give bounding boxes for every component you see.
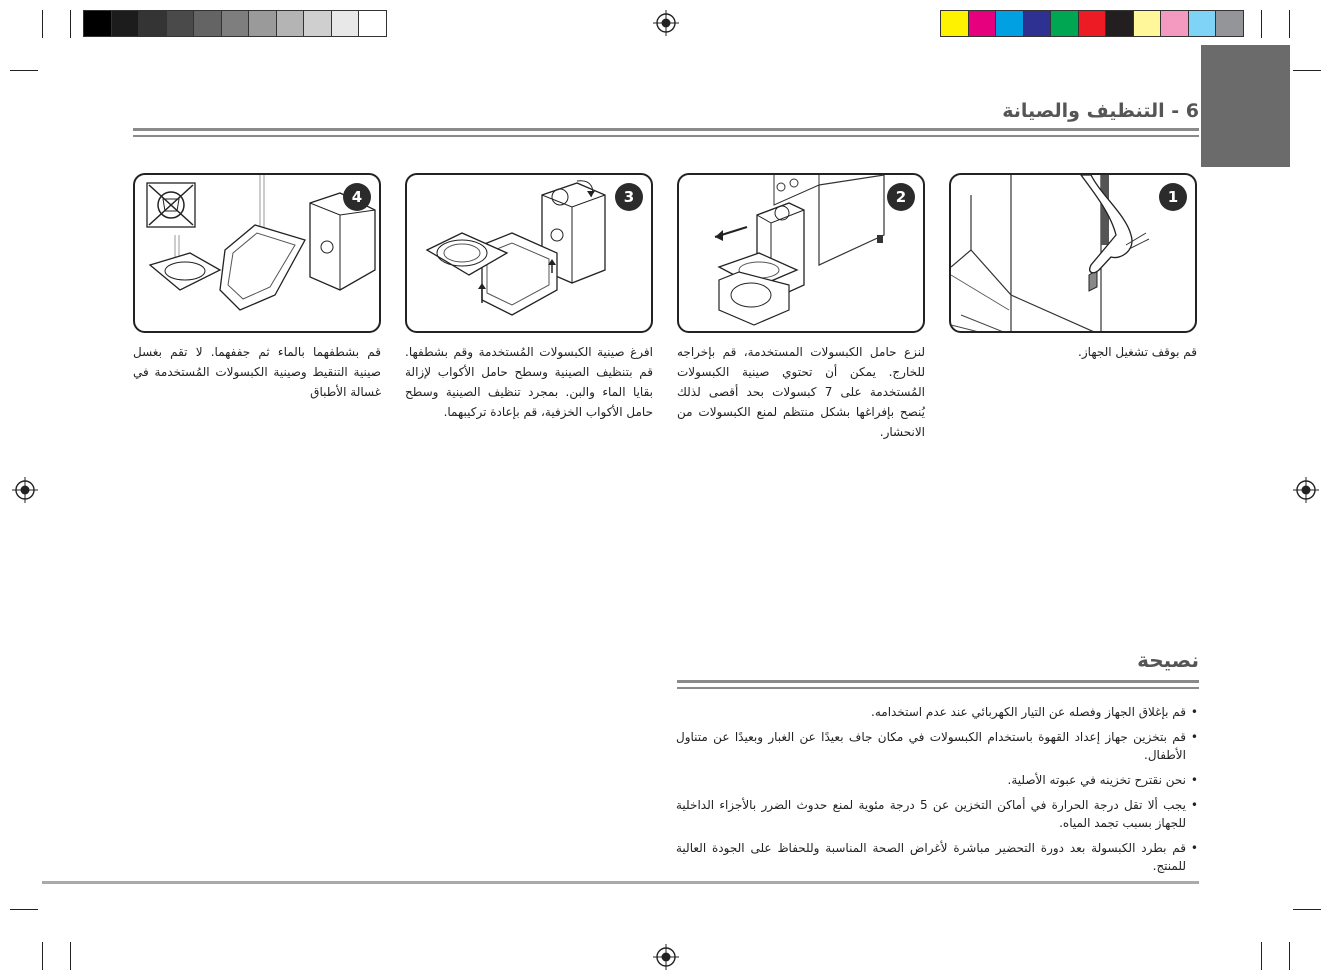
crop-mark (42, 942, 43, 970)
tip-item: • نحن نقترح تخزينه في عبوته الأصلية. (676, 771, 1198, 789)
color-swatch (1023, 10, 1052, 37)
color-swatch (83, 10, 112, 37)
header-rule (133, 128, 1199, 131)
tip-title: نصيحة (1137, 648, 1199, 672)
color-swatch (303, 10, 332, 37)
step-number-badge: 2 (887, 183, 915, 211)
color-swatch (221, 10, 250, 37)
color-swatch (166, 10, 195, 37)
crop-mark (1293, 70, 1321, 71)
color-swatch (1160, 10, 1189, 37)
color-swatch (276, 10, 305, 37)
crop-mark (1293, 909, 1321, 910)
tip-item: • قم بإغلاق الجهاز وفصله عن التيار الكهربائي عند عدم استخدامه. (676, 703, 1198, 721)
color-swatch (995, 10, 1024, 37)
color-swatch (1050, 10, 1079, 37)
color-swatch (193, 10, 222, 37)
step-number-badge: 1 (1159, 183, 1187, 211)
color-swatch (940, 10, 969, 37)
tip-rule-thin (677, 687, 1199, 689)
step-2-figure (677, 173, 925, 333)
color-swatch (1105, 10, 1134, 37)
step-3-caption: افرغ صينية الكبسولات المُستخدمة وقم بشطفها. قم بتنظيف الصينية وسطح حامل الأكواب لإزالة بقايا الماء والبن. بمجرد تنظيف الصينية وسطح حامل الأكواب الخزفية، قم بإعادة تركيبهما. (405, 345, 653, 419)
color-swatch (138, 10, 167, 37)
color-swatch (111, 10, 140, 37)
tip-item: • يجب ألا تقل درجة الحرارة في أماكن التخزين عن 5 درجة مئوية لمنع حدوث الضرر بالأجزاء الداخلية للجهاز بسبب تجمد المياه. (676, 796, 1198, 832)
step-number-badge: 3 (615, 183, 643, 211)
registration-mark-icon (653, 10, 679, 36)
step-4-caption: قم بشطفهما بالماء ثم جففهما. لا تقم بغسل صينية التنقيط وصينية الكبسولات المُستخدمة في غسالة الأطباق (133, 345, 381, 399)
chapter-tab (1201, 45, 1290, 167)
crop-mark (70, 942, 71, 970)
step-1-caption: قم بوقف تشغيل الجهاز. (1078, 345, 1197, 359)
registration-mark-icon (1293, 477, 1319, 503)
color-swatch (1215, 10, 1244, 37)
crop-mark (70, 10, 71, 38)
tip-rule (677, 680, 1199, 683)
crop-mark (42, 10, 43, 38)
color-swatch (331, 10, 360, 37)
color-swatch (1133, 10, 1162, 37)
footer-rule (42, 881, 1199, 884)
color-swatch (358, 10, 387, 37)
color-swatch (968, 10, 997, 37)
color-swatch (1188, 10, 1217, 37)
registration-mark-icon (653, 944, 679, 970)
color-swatch (248, 10, 277, 37)
crop-mark (1261, 10, 1262, 38)
crop-mark (1289, 942, 1290, 970)
step-3-figure (405, 173, 653, 333)
color-swatch (1078, 10, 1107, 37)
step-1-figure (949, 173, 1197, 333)
crop-mark (10, 70, 38, 71)
crop-mark (1289, 10, 1290, 38)
step-number-badge: 4 (343, 183, 371, 211)
registration-mark-icon (12, 477, 38, 503)
crop-mark (10, 909, 38, 910)
step-4-figure (133, 173, 381, 333)
tip-list (676, 703, 1198, 882)
tip-item: • قم بتخزين جهاز إعداد القهوة باستخدام الكبسولات في مكان جاف بعيدًا عن الغبار وبعيدًا عن متناول الأطفال. (676, 728, 1198, 764)
step-2-caption: لنزع حامل الكبسولات المستخدمة، قم بإخراجه للخارج. يمكن أن تحتوي صينية الكبسولات المُستخدمة على 7 كبسولات بحد أقصى لذلك يُنصح بإفراغها بشكل منتظم لمنع الكبسولات من الانحشار. (677, 345, 925, 439)
section-title: 6 - التنظيف والصيانة (1002, 100, 1199, 122)
tip-item: • قم بطرد الكبسولة بعد دورة التحضير مباشرة لأغراض الصحة المناسبة وللحفاظ على الجودة العالية للمنتج. (676, 839, 1198, 875)
crop-mark (1261, 942, 1262, 970)
header-rule-thin (133, 135, 1199, 137)
